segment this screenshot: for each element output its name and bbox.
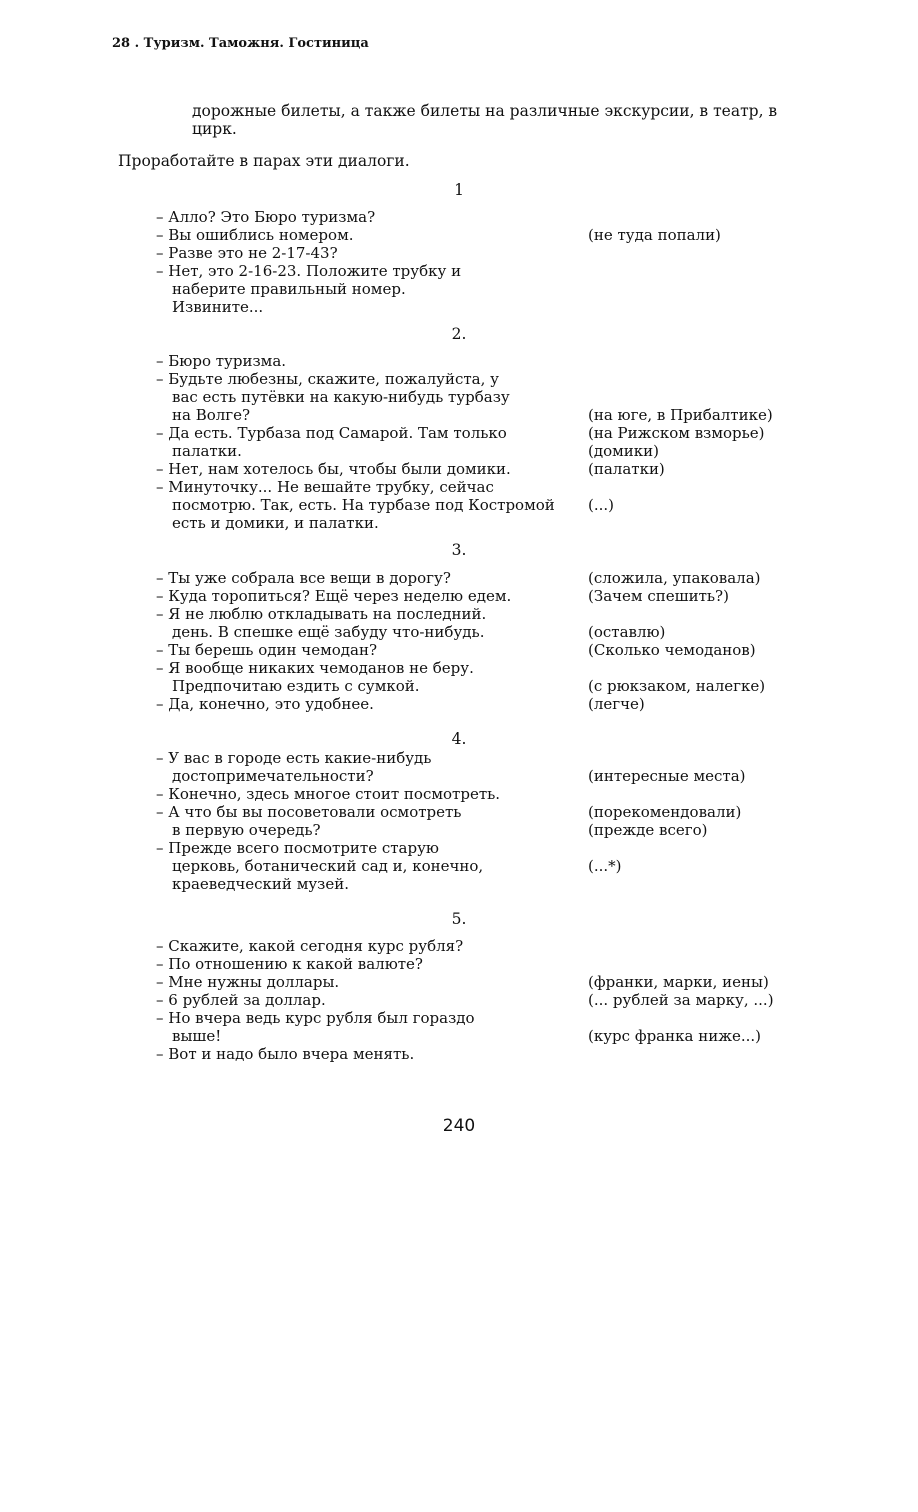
substitution-note: (Сколько чемоданов) (588, 641, 756, 659)
dialog-line: – Да, конечно, это удобнее. (156, 695, 374, 713)
dialog-line: – 6 рублей за доллар. (156, 991, 326, 1009)
substitution-note: (...*) (588, 857, 622, 875)
dialog-number: 4. (451, 730, 467, 748)
substitution-note: (прежде всего) (588, 821, 708, 839)
substitution-note: (легче) (588, 695, 645, 713)
dialog-line: Извините... (172, 298, 264, 316)
dialog-line: есть и домики, и палатки. (172, 514, 379, 532)
dialog-line: Предпочитаю ездить с сумкой. (172, 677, 420, 695)
dialog-line: – У вас в городе есть какие-нибудь (156, 749, 432, 767)
dialog-line: – Нет, это 2-16-23. Положите трубку и (156, 262, 462, 280)
substitution-note: (...) (588, 496, 615, 514)
page-number: 240 (442, 1116, 476, 1136)
substitution-note: (не туда попали) (588, 226, 721, 244)
dialog-line: – Но вчера ведь курс рубля был гораздо (156, 1009, 475, 1027)
dialog-line: посмотрю. Так, есть. На турбазе под Костромой (172, 496, 555, 514)
dialog-line: краеведческий музей. (172, 875, 350, 893)
instruction-text: Проработайте в парах эти диалоги. (118, 152, 410, 170)
dialog-line: – Минуточку... Не вешайте трубку, сейчас (156, 478, 494, 496)
substitution-note: (интересные места) (588, 767, 746, 785)
dialog-line: – Ты уже собрала все вещи в дорогу? (156, 569, 451, 587)
dialog-line: – Куда торопиться? Ещё через неделю едем. (156, 587, 512, 605)
substitution-note: (с рюкзаком, налегке) (588, 677, 766, 695)
running-header: 28 . Туризм. Таможня. Гостиница (112, 36, 369, 51)
dialog-line: достопримечательности? (172, 767, 374, 785)
dialog-line: – Нет, нам хотелось бы, чтобы были домики. (156, 460, 511, 478)
dialog-number: 3. (451, 541, 467, 559)
substitution-note: (на Рижском взморье) (588, 424, 765, 442)
substitution-note: (сложила, упаковала) (588, 569, 761, 587)
dialog-line: – Прежде всего посмотрите старую (156, 839, 439, 857)
substitution-note: (палатки) (588, 460, 665, 478)
dialog-line: наберите правильный номер. (172, 280, 406, 298)
intro-text: дорожные билеты, а также билеты на различные экскурсии, в театр, в цирк. (192, 102, 778, 138)
dialog-line: палатки. (172, 442, 242, 460)
dialog-line: – Да есть. Турбаза под Самарой. Там только (156, 424, 507, 442)
dialog-line: – Конечно, здесь многое стоит посмотреть. (156, 785, 501, 803)
dialog-line: церковь, ботанический сад и, конечно, (172, 857, 484, 875)
dialog-line: – Я не люблю откладывать на последний. (156, 605, 487, 623)
substitution-note: (на юге, в Прибалтике) (588, 406, 773, 424)
substitution-note: (порекомендовали) (588, 803, 742, 821)
substitution-note: (домики) (588, 442, 660, 460)
dialog-line: – Ты берешь один чемодан? (156, 641, 377, 659)
dialog-line: – А что бы вы посоветовали осмотреть (156, 803, 462, 821)
dialog-line: выше! (172, 1027, 222, 1045)
dialog-number: 5. (451, 910, 467, 928)
substitution-note: (... рублей за марку, ...) (588, 991, 774, 1009)
dialog-line: в первую очередь? (172, 821, 321, 839)
dialog-line: на Волге? (172, 406, 251, 424)
dialog-line: – Алло? Это Бюро туризма? (156, 208, 376, 226)
dialog-line: – Разве это не 2-17-43? (156, 244, 338, 262)
dialog-line: – Будьте любезны, скажите, пожалуйста, у (156, 370, 499, 388)
substitution-note: (франки, марки, иены) (588, 973, 769, 991)
dialog-line: – Я вообще никаких чемоданов не беру. (156, 659, 474, 677)
dialog-number: 1 (454, 181, 464, 199)
dialog-line: – Вот и надо было вчера менять. (156, 1045, 415, 1063)
dialog-line: – Мне нужны доллары. (156, 973, 340, 991)
dialog-line: день. В спешке ещё забуду что-нибудь. (172, 623, 485, 641)
substitution-note: (Зачем спешить?) (588, 587, 729, 605)
dialog-line: – Вы ошиблись номером. (156, 226, 354, 244)
dialog-line: – Скажите, какой сегодня курс рубля? (156, 937, 464, 955)
substitution-note: (оставлю) (588, 623, 666, 641)
dialog-line: вас есть путёвки на какую-нибудь турбазу (172, 388, 510, 406)
dialog-line: – Бюро туризма. (156, 352, 287, 370)
dialog-number: 2. (451, 325, 467, 343)
substitution-note: (курс франка ниже...) (588, 1027, 762, 1045)
dialog-line: – По отношению к какой валюте? (156, 955, 423, 973)
